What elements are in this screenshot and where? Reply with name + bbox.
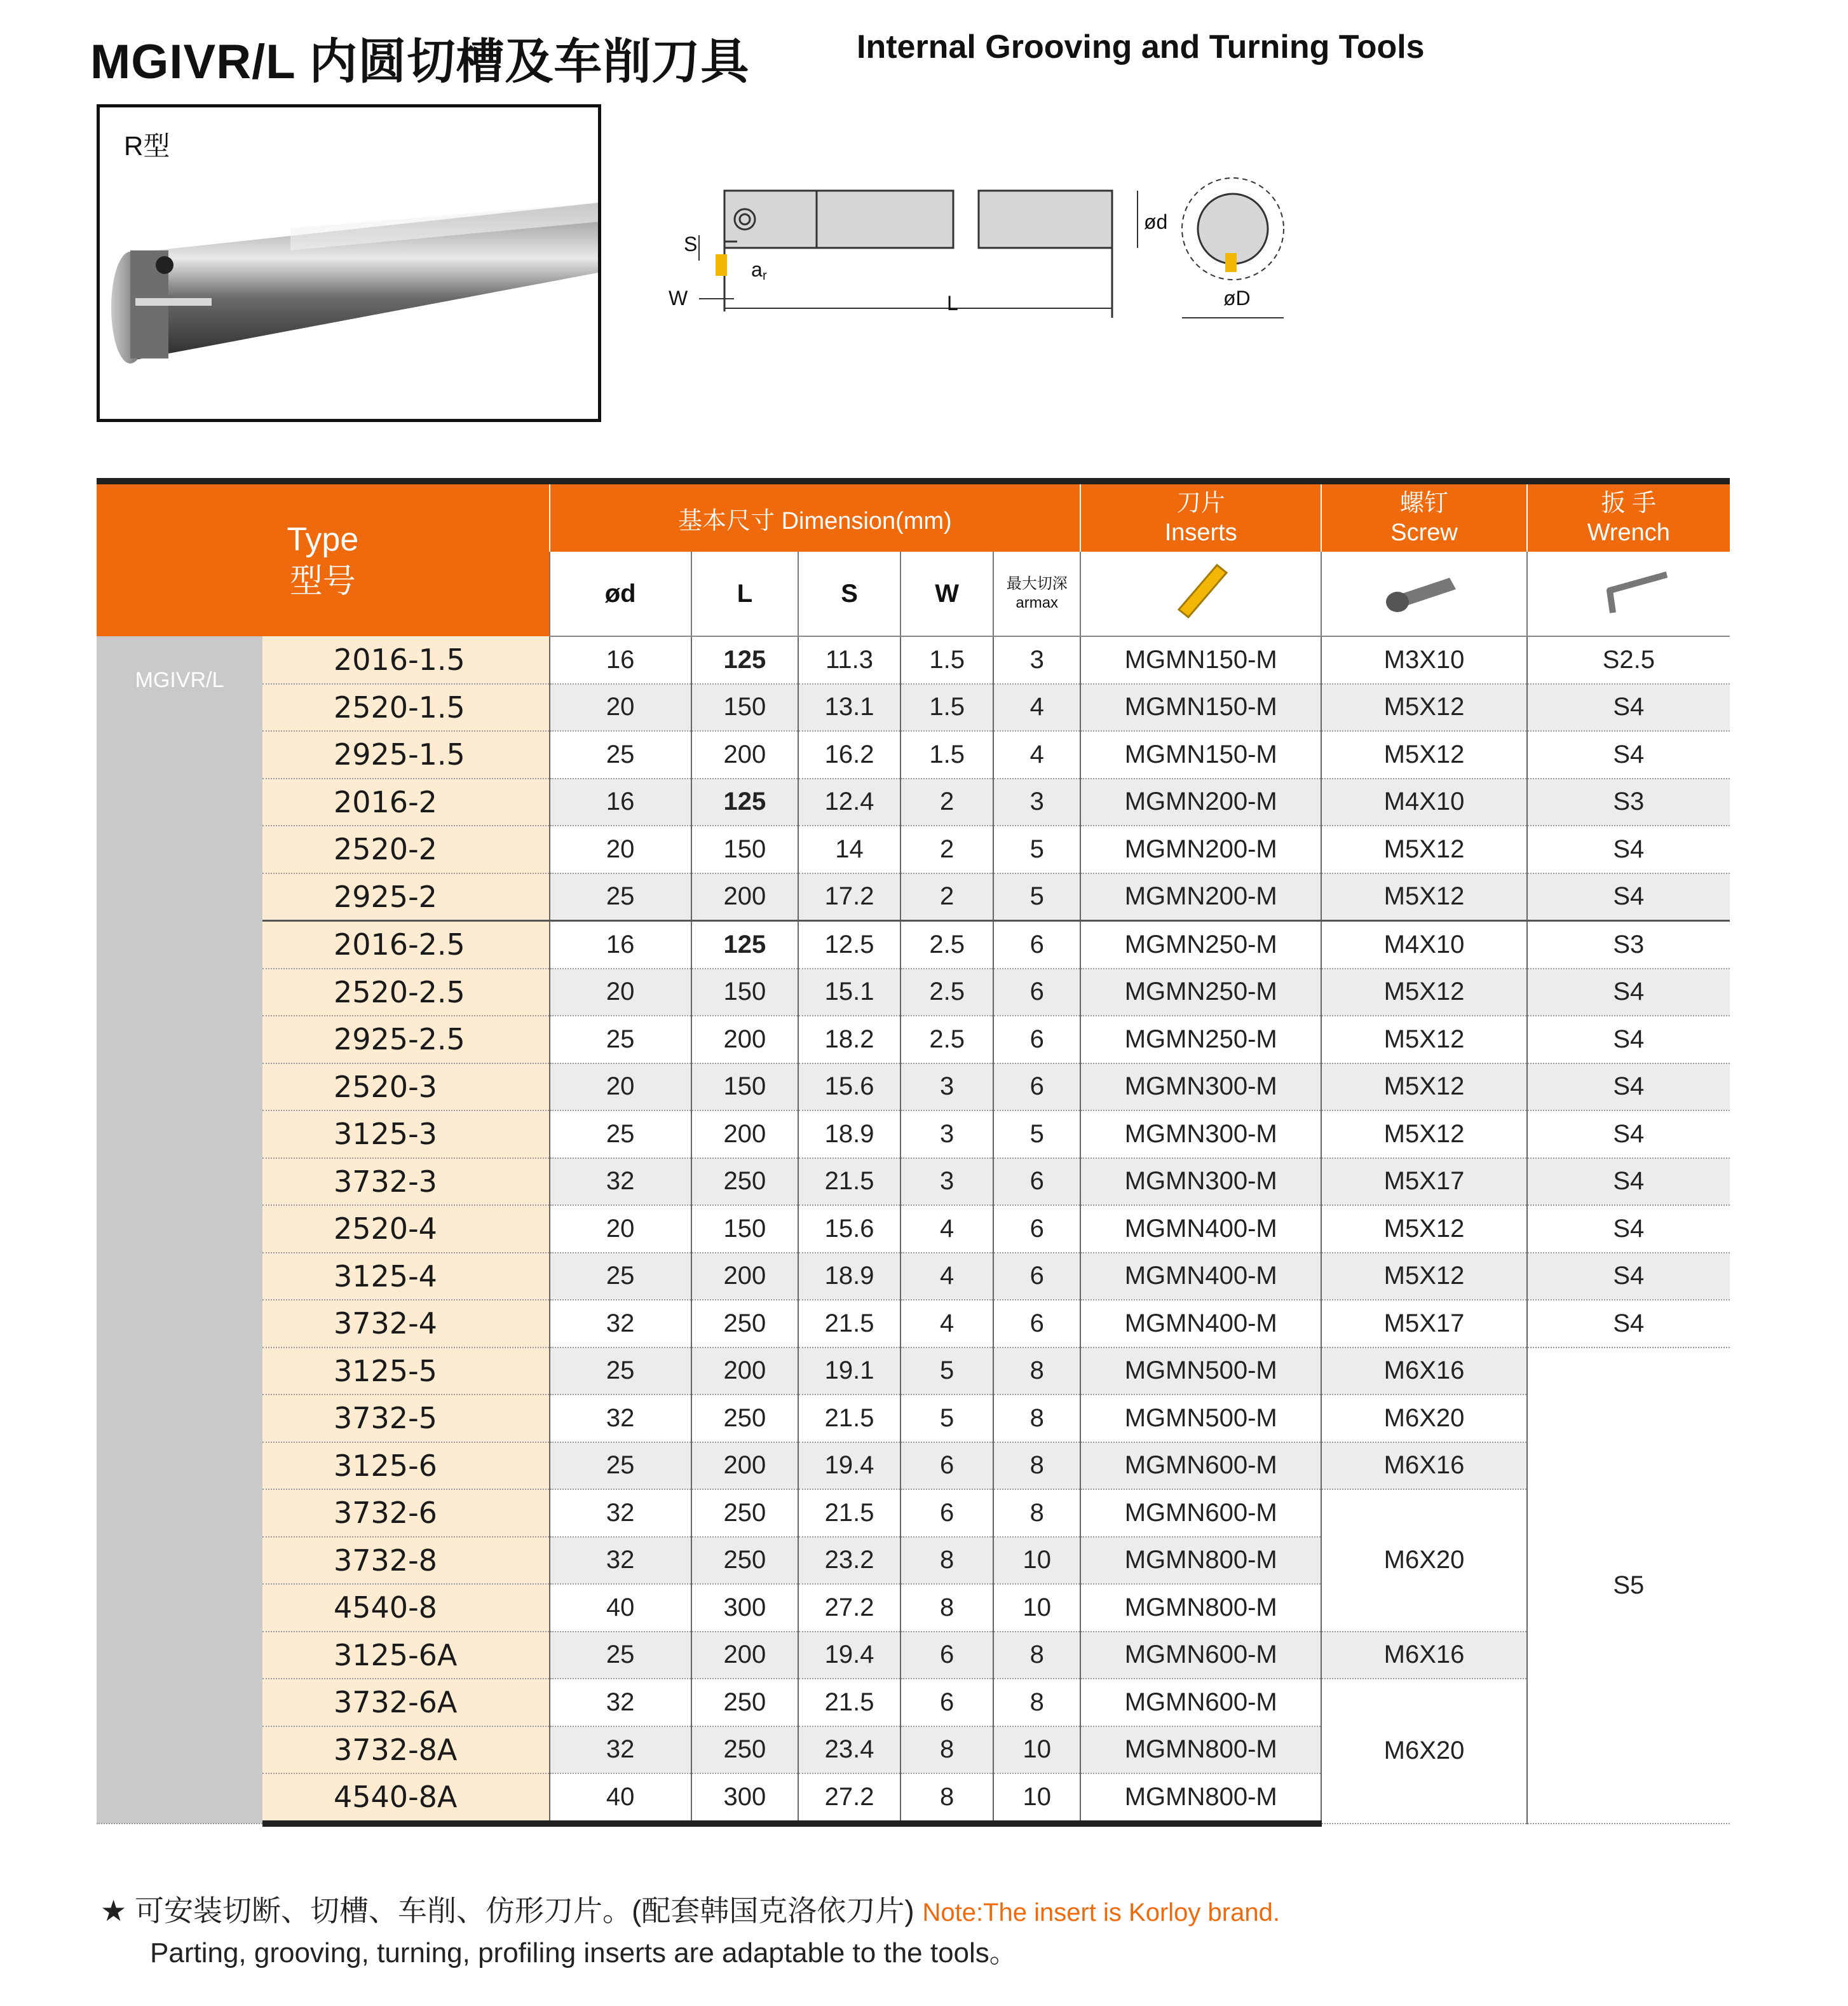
l-cell: 125 xyxy=(691,921,799,969)
ar-cell: 6 xyxy=(993,1253,1080,1300)
wrench-cell: S2.5 xyxy=(1527,636,1730,684)
ar-cell: 3 xyxy=(993,779,1080,826)
screw-cell: M3X10 xyxy=(1321,636,1526,684)
s-cell: 27.2 xyxy=(798,1584,900,1632)
wrench-cell: S4 xyxy=(1527,873,1730,921)
ar-cell: 6 xyxy=(993,1205,1080,1253)
model-cell: 2520-3 xyxy=(262,1063,550,1111)
d-cell: 32 xyxy=(550,1395,691,1442)
footnote-cn xyxy=(100,1888,1280,1930)
w-cell: 1.5 xyxy=(900,684,994,732)
wrench-cell: S4 xyxy=(1527,1158,1730,1206)
s-cell: 23.4 xyxy=(798,1726,900,1774)
d-cell: 20 xyxy=(550,1205,691,1253)
w-cell: 6 xyxy=(900,1489,994,1537)
d-cell: 20 xyxy=(550,969,691,1016)
ar-cell: 8 xyxy=(993,1632,1080,1679)
l-cell: 200 xyxy=(691,731,799,779)
insert-cell: MGMN800-M xyxy=(1080,1537,1321,1585)
photo-type-label: R型 xyxy=(124,131,170,161)
model-cell: 3732-4 xyxy=(262,1300,550,1348)
w-cell: 4 xyxy=(900,1205,994,1253)
insert-cell: MGMN300-M xyxy=(1080,1110,1321,1158)
dim-label-s: S xyxy=(684,233,698,256)
wrench-header-cn: 扳 手 xyxy=(1601,490,1657,517)
model-cell: 3125-6 xyxy=(262,1442,550,1490)
star-icon: ★ xyxy=(100,1894,127,1927)
model-cell: 3732-8 xyxy=(262,1537,550,1585)
insert-cell: MGMN150-M xyxy=(1080,636,1321,684)
model-cell: 3125-5 xyxy=(262,1348,550,1395)
d-cell: 32 xyxy=(550,1300,691,1348)
w-cell: 6 xyxy=(900,1632,994,1679)
insert-cell: MGMN150-M xyxy=(1080,731,1321,779)
footnote-cn-text: 可安装切断、切槽、车削、仿形刀片。(配套韩国克洛依刀片) xyxy=(135,1894,914,1927)
l-cell: 200 xyxy=(691,1253,799,1300)
w-cell: 3 xyxy=(900,1158,994,1206)
insert-cell: MGMN600-M xyxy=(1080,1442,1321,1490)
l-cell: 150 xyxy=(691,969,799,1016)
d-cell: 16 xyxy=(550,779,691,826)
model-cell: 2520-2.5 xyxy=(262,969,550,1016)
model-cell: 4540-8 xyxy=(262,1584,550,1632)
insert-cell: MGMN250-M xyxy=(1080,969,1321,1016)
s-cell: 12.4 xyxy=(798,779,900,826)
d-cell: 25 xyxy=(550,1348,691,1395)
d-cell: 25 xyxy=(550,1442,691,1490)
ar-cell: 8 xyxy=(993,1679,1080,1726)
ar-cell: 10 xyxy=(993,1726,1080,1774)
insert-cell: MGMN500-M xyxy=(1080,1395,1321,1442)
insert-cell: MGMN500-M xyxy=(1080,1348,1321,1395)
screw-cell: M5X12 xyxy=(1321,1110,1526,1158)
screw-cell: M5X12 xyxy=(1321,684,1526,732)
ar-cell: 4 xyxy=(993,684,1080,732)
screw-cell: M6X16 xyxy=(1321,1442,1526,1490)
screw-cell: M5X12 xyxy=(1321,1205,1526,1253)
w-cell: 3 xyxy=(900,1063,994,1111)
s-cell: 15.6 xyxy=(798,1205,900,1253)
model-cell: 2925-2.5 xyxy=(262,1016,550,1063)
model-cell: 3732-3 xyxy=(262,1158,550,1206)
screw-cell: M5X12 xyxy=(1321,1253,1526,1300)
screw-cell: M5X12 xyxy=(1321,826,1526,873)
insert-icon xyxy=(1080,552,1321,636)
screw-cell: M5X12 xyxy=(1321,731,1526,779)
s-cell: 18.9 xyxy=(798,1110,900,1158)
s-cell: 19.4 xyxy=(798,1442,900,1490)
w-cell: 1.5 xyxy=(900,636,994,684)
d-cell: 32 xyxy=(550,1158,691,1206)
wrench-cell: S4 xyxy=(1527,1205,1730,1253)
insert-cell: MGMN250-M xyxy=(1080,1016,1321,1063)
ar-cell: 6 xyxy=(993,1063,1080,1111)
s-cell: 18.9 xyxy=(798,1253,900,1300)
screw-cell: M5X12 xyxy=(1321,1016,1526,1063)
insert-cell: MGMN400-M xyxy=(1080,1253,1321,1300)
w-cell: 2 xyxy=(900,826,994,873)
ar-cell: 8 xyxy=(993,1348,1080,1395)
s-cell: 21.5 xyxy=(798,1395,900,1442)
l-cell: 150 xyxy=(691,1063,799,1111)
s-cell: 14 xyxy=(798,826,900,873)
s-cell: 21.5 xyxy=(798,1158,900,1206)
wrench-cell: S4 xyxy=(1527,1253,1730,1300)
l-cell: 250 xyxy=(691,1489,799,1537)
ar-cell: 8 xyxy=(993,1395,1080,1442)
tool-photo xyxy=(100,107,598,419)
col-header-d: ød xyxy=(550,552,691,636)
l-cell: 125 xyxy=(691,779,799,826)
screw-cell: M5X12 xyxy=(1321,873,1526,921)
model-cell: 3732-6A xyxy=(262,1679,550,1726)
wrench-icon xyxy=(1527,552,1730,636)
d-cell: 25 xyxy=(550,873,691,921)
insert-cell: MGMN250-M xyxy=(1080,921,1321,969)
d-cell: 25 xyxy=(550,1016,691,1063)
d-cell: 40 xyxy=(550,1773,691,1824)
insert-cell: MGMN800-M xyxy=(1080,1773,1321,1824)
d-cell: 20 xyxy=(550,826,691,873)
wrench-cell: S3 xyxy=(1527,921,1730,969)
l-cell: 200 xyxy=(691,873,799,921)
l-cell: 250 xyxy=(691,1158,799,1206)
model-cell: 4540-8A xyxy=(262,1773,550,1824)
l-cell: 150 xyxy=(691,1205,799,1253)
d-cell: 32 xyxy=(550,1679,691,1726)
model-cell: 3125-6A xyxy=(262,1632,550,1679)
l-cell: 300 xyxy=(691,1773,799,1824)
col-header-l: L xyxy=(691,552,799,636)
type-header xyxy=(97,481,550,636)
wrench-header xyxy=(1527,481,1730,552)
insert-cell: MGMN200-M xyxy=(1080,826,1321,873)
screw-cell: M6X16 xyxy=(1321,1348,1526,1395)
type-header-cn: 型号 xyxy=(289,563,356,600)
screw-cell: M5X12 xyxy=(1321,969,1526,1016)
insert-cell: MGMN600-M xyxy=(1080,1632,1321,1679)
ar-cell: 10 xyxy=(993,1584,1080,1632)
model-cell: 2520-1.5 xyxy=(262,684,550,732)
l-cell: 200 xyxy=(691,1632,799,1679)
wrench-cell: S3 xyxy=(1527,779,1730,826)
insert-cell: MGMN600-M xyxy=(1080,1489,1321,1537)
d-cell: 32 xyxy=(550,1726,691,1774)
col-header-ar-cn: 最大切深 xyxy=(1006,575,1068,592)
insert-cell: MGMN300-M xyxy=(1080,1063,1321,1111)
model-cell: 3732-8A xyxy=(262,1726,550,1774)
s-cell: 17.2 xyxy=(798,873,900,921)
d-cell: 20 xyxy=(550,1063,691,1111)
wrench-cell: S4 xyxy=(1527,1063,1730,1111)
ar-cell: 6 xyxy=(993,1158,1080,1206)
d-cell: 32 xyxy=(550,1537,691,1585)
insert-cell: MGMN300-M xyxy=(1080,1158,1321,1206)
w-cell: 3 xyxy=(900,1110,994,1158)
screw-cell: M6X16 xyxy=(1321,1632,1526,1679)
l-cell: 200 xyxy=(691,1442,799,1490)
l-cell: 150 xyxy=(691,684,799,732)
w-cell: 8 xyxy=(900,1773,994,1824)
dimension-drawing-svg xyxy=(661,146,1322,337)
l-cell: 250 xyxy=(691,1537,799,1585)
s-cell: 21.5 xyxy=(798,1300,900,1348)
s-cell: 12.5 xyxy=(798,921,900,969)
ar-cell: 5 xyxy=(993,873,1080,921)
col-header-w: W xyxy=(900,552,994,636)
col-header-s: S xyxy=(798,552,900,636)
model-cell: 2016-2.5 xyxy=(262,921,550,969)
ar-cell: 6 xyxy=(993,1300,1080,1348)
w-cell: 2 xyxy=(900,779,994,826)
screw-cell-merged: M6X20 xyxy=(1321,1679,1526,1824)
l-cell: 300 xyxy=(691,1584,799,1632)
d-cell: 25 xyxy=(550,1110,691,1158)
insert-cell: MGMN400-M xyxy=(1080,1205,1321,1253)
s-cell: 21.5 xyxy=(798,1679,900,1726)
l-cell: 250 xyxy=(691,1679,799,1726)
s-cell: 23.2 xyxy=(798,1537,900,1585)
specification-table xyxy=(97,478,1730,1827)
l-cell: 250 xyxy=(691,1726,799,1774)
w-cell: 5 xyxy=(900,1395,994,1442)
model-cell: 2016-2 xyxy=(262,779,550,826)
s-cell: 18.2 xyxy=(798,1016,900,1063)
page-subtitle: Internal Grooving and Turning Tools xyxy=(857,29,1425,65)
inserts-header xyxy=(1080,481,1321,552)
ar-cell: 10 xyxy=(993,1773,1080,1824)
dim-label-ar-sub: r xyxy=(763,269,767,283)
screw-cell: M4X10 xyxy=(1321,921,1526,969)
screw-cell: M5X12 xyxy=(1321,1063,1526,1111)
screw-icon xyxy=(1321,552,1526,636)
dimension-header: 基本尺寸 Dimension(mm) xyxy=(550,481,1080,552)
model-cell: 2925-1.5 xyxy=(262,731,550,779)
col-header-ar xyxy=(993,552,1080,636)
w-cell: 2 xyxy=(900,873,994,921)
wrench-cell: S4 xyxy=(1527,826,1730,873)
w-cell: 8 xyxy=(900,1537,994,1585)
ar-cell: 10 xyxy=(993,1537,1080,1585)
product-photo-frame xyxy=(97,104,601,422)
s-cell: 15.6 xyxy=(798,1063,900,1111)
ar-cell: 3 xyxy=(993,636,1080,684)
ar-cell: 6 xyxy=(993,921,1080,969)
wrench-cell: S4 xyxy=(1527,1016,1730,1063)
s-cell: 13.1 xyxy=(798,684,900,732)
dim-label-l: L xyxy=(947,292,958,315)
d-cell: 16 xyxy=(550,636,691,684)
model-cell: 3125-4 xyxy=(262,1253,550,1300)
w-cell: 5 xyxy=(900,1348,994,1395)
insert-cell: MGMN400-M xyxy=(1080,1300,1321,1348)
wrench-cell: S4 xyxy=(1527,1300,1730,1348)
footnote-en: Parting, grooving, turning, profiling inserts are adaptable to the tools。 xyxy=(150,1937,1017,1968)
s-cell: 27.2 xyxy=(798,1773,900,1824)
dim-label-D: øD xyxy=(1223,287,1251,310)
dim-label-d: ød xyxy=(1144,210,1168,233)
screw-cell-merged: M6X20 xyxy=(1321,1489,1526,1632)
wrench-cell: S4 xyxy=(1527,684,1730,732)
screw-header xyxy=(1321,481,1526,552)
model-cell: 3732-5 xyxy=(262,1395,550,1442)
w-cell: 4 xyxy=(900,1253,994,1300)
ar-cell: 4 xyxy=(993,731,1080,779)
d-cell: 40 xyxy=(550,1584,691,1632)
model-cell: 2520-4 xyxy=(262,1205,550,1253)
w-cell: 2.5 xyxy=(900,1016,994,1063)
d-cell: 20 xyxy=(550,684,691,732)
s-cell: 19.4 xyxy=(798,1632,900,1679)
ar-cell: 6 xyxy=(993,1016,1080,1063)
d-cell: 25 xyxy=(550,1632,691,1679)
w-cell: 4 xyxy=(900,1300,994,1348)
type-header-en: Type xyxy=(287,521,359,558)
inserts-header-cn: 刀片 xyxy=(1176,490,1225,517)
model-cell: 2520-2 xyxy=(262,826,550,873)
insert-cell: MGMN200-M xyxy=(1080,873,1321,921)
l-cell: 125 xyxy=(691,636,799,684)
s-cell: 19.1 xyxy=(798,1348,900,1395)
s-cell: 16.2 xyxy=(798,731,900,779)
l-cell: 200 xyxy=(691,1016,799,1063)
l-cell: 250 xyxy=(691,1300,799,1348)
l-cell: 150 xyxy=(691,826,799,873)
w-cell: 8 xyxy=(900,1584,994,1632)
model-cell: 3125-3 xyxy=(262,1110,550,1158)
tool-dimension-drawing xyxy=(661,146,1322,337)
w-cell: 8 xyxy=(900,1726,994,1774)
screw-cell: M5X17 xyxy=(1321,1158,1526,1206)
ar-cell: 6 xyxy=(993,969,1080,1016)
w-cell: 6 xyxy=(900,1442,994,1490)
wrench-cell: S4 xyxy=(1527,969,1730,1016)
d-cell: 32 xyxy=(550,1489,691,1537)
col-header-ar-en: armax xyxy=(1016,594,1059,611)
s-cell: 11.3 xyxy=(798,636,900,684)
insert-cell: MGMN200-M xyxy=(1080,779,1321,826)
model-cell: 2925-2 xyxy=(262,873,550,921)
s-cell: 21.5 xyxy=(798,1489,900,1537)
l-cell: 250 xyxy=(691,1395,799,1442)
l-cell: 200 xyxy=(691,1110,799,1158)
ar-cell: 8 xyxy=(993,1442,1080,1490)
wrench-cell: S4 xyxy=(1527,1110,1730,1158)
model-cell: 3732-6 xyxy=(262,1489,550,1537)
s-cell: 15.1 xyxy=(798,969,900,1016)
insert-cell: MGMN150-M xyxy=(1080,684,1321,732)
dim-label-w: W xyxy=(669,287,688,310)
insert-tip-shape xyxy=(716,254,727,276)
d-cell: 16 xyxy=(550,921,691,969)
w-cell: 2.5 xyxy=(900,969,994,1016)
wrench-cell-merged: S5 xyxy=(1527,1348,1730,1824)
footnote-brand-note: Note:The insert is Korloy brand. xyxy=(922,1899,1280,1927)
ar-cell: 8 xyxy=(993,1489,1080,1537)
w-cell: 2.5 xyxy=(900,921,994,969)
screw-cell: M6X20 xyxy=(1321,1395,1526,1442)
ar-cell: 5 xyxy=(993,826,1080,873)
screw-header-en: Screw xyxy=(1390,519,1458,546)
w-cell: 6 xyxy=(900,1679,994,1726)
d-cell: 25 xyxy=(550,1253,691,1300)
screw-header-cn: 螺钉 xyxy=(1400,490,1449,517)
l-cell: 200 xyxy=(691,1348,799,1395)
wrench-cell: S4 xyxy=(1527,731,1730,779)
series-label: MGIVR/L xyxy=(97,636,262,1824)
page-title: MGIVR/L 内圆切槽及车削刀具 xyxy=(90,35,750,89)
model-cell: 2016-1.5 xyxy=(262,636,550,684)
screw-cell: M4X10 xyxy=(1321,779,1526,826)
wrench-header-en: Wrench xyxy=(1587,519,1670,546)
insert-cell: MGMN600-M xyxy=(1080,1679,1321,1726)
inserts-header-en: Inserts xyxy=(1164,519,1237,546)
insert-cell: MGMN800-M xyxy=(1080,1726,1321,1774)
insert-cell: MGMN800-M xyxy=(1080,1584,1321,1632)
w-cell: 1.5 xyxy=(900,731,994,779)
dim-label-ar: a xyxy=(751,258,763,281)
ar-cell: 5 xyxy=(993,1110,1080,1158)
screw-cell: M5X17 xyxy=(1321,1300,1526,1348)
d-cell: 25 xyxy=(550,731,691,779)
